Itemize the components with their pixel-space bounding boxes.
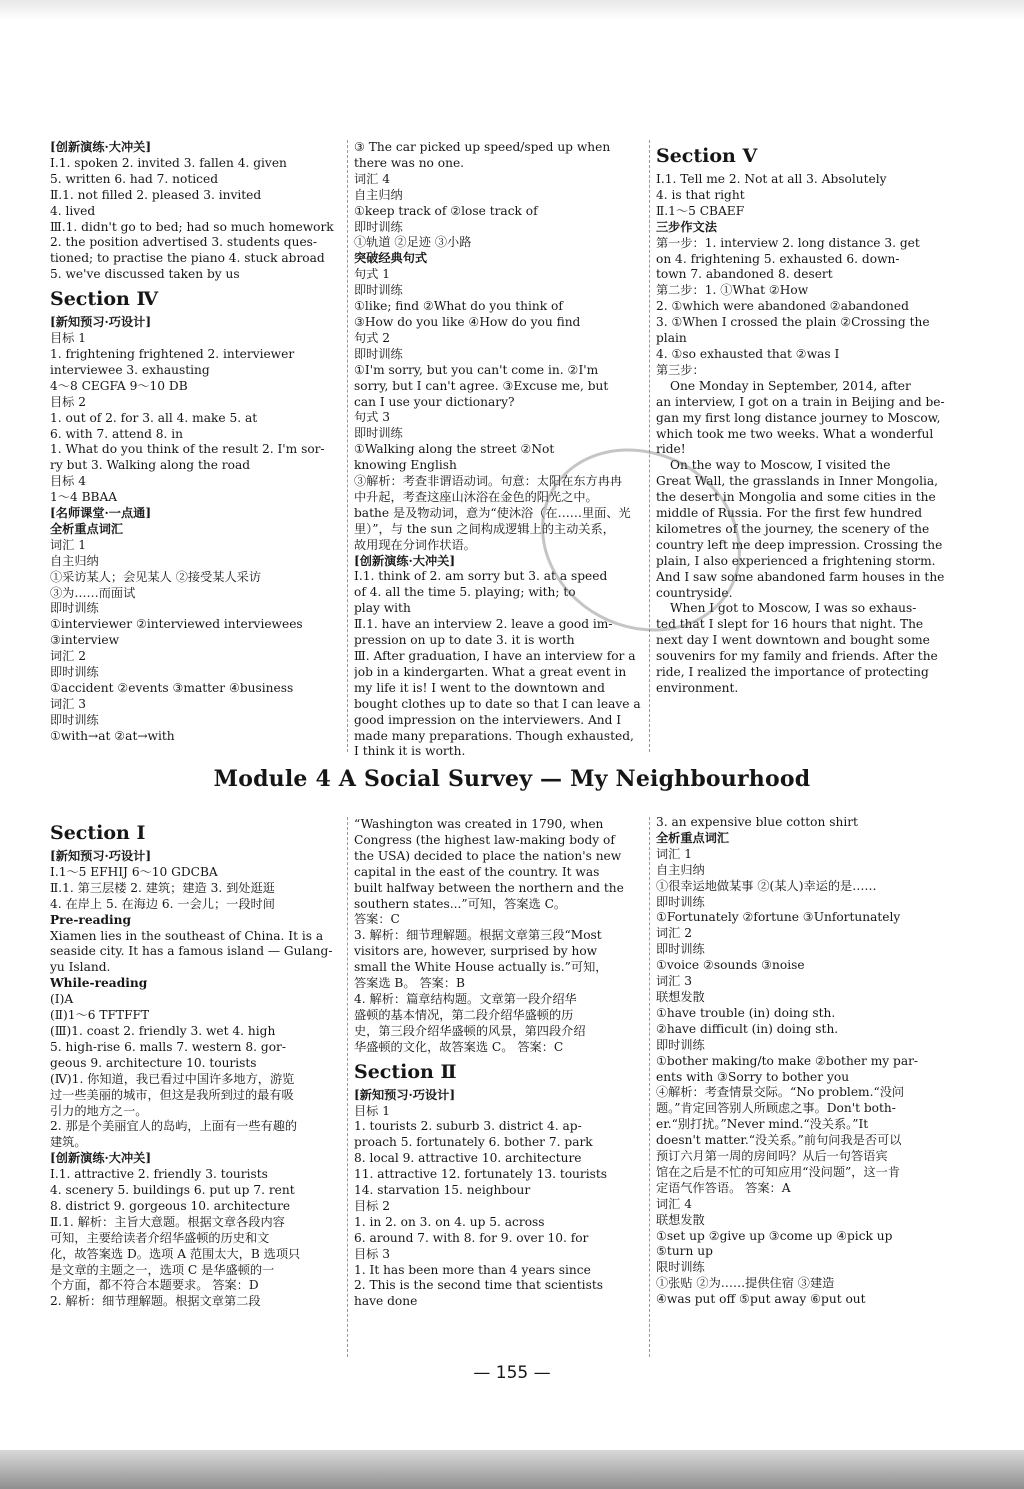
text-line: 4. scenery 5. buildings 6. put up 7. rent	[50, 1183, 295, 1198]
column-bottom-middle	[354, 817, 644, 1310]
text-line: 句式 2	[354, 330, 391, 345]
text-line: 答案选 B。 答案：B	[354, 976, 465, 991]
text-line: ①Walking along the street ②Not	[354, 442, 555, 457]
text-line: ①Fortunately ②fortune ③Unfortunately	[656, 910, 901, 925]
text-line: Ⅲ. After graduation, I have an interview for a	[354, 649, 636, 663]
subheading: 三步作文法	[656, 219, 717, 234]
text-line: 6. around 7. with 8. for 9. over 10. for	[354, 1230, 589, 1245]
text-line: 题。”肯定回答别人所顾虑之事。Don't both-	[656, 1101, 896, 1116]
text-line: Congress (the highest law-making body of	[354, 832, 615, 847]
text-line: (Ⅳ)1. 你知道，我已看过中国许多地方，游览	[50, 1071, 295, 1086]
text-line: 目标 4	[50, 474, 87, 489]
text-line: 词汇 1	[656, 846, 693, 861]
text-line: ride!	[656, 442, 686, 457]
text-line: ②have difficult (in) doing sth.	[656, 1021, 839, 1036]
text-line: have done	[354, 1294, 418, 1309]
text-line: can I use your dictionary?	[354, 394, 515, 409]
text-line: ①interviewer ②interviewed interviewees	[50, 617, 303, 632]
text-line: Ⅲ.1. didn't go to bed; had so much homework	[50, 219, 334, 234]
text-line: ted that I slept for 16 hours that night. The	[656, 617, 924, 632]
text-line: ①采访某人；会见某人 ②接受某人采访	[50, 569, 262, 584]
text-line: kilometres of the journey, the scenery of the	[656, 521, 930, 536]
text-line: ①set up ②give up ③come up ④pick up	[656, 1228, 893, 1243]
text-line: 词汇 4	[656, 1196, 693, 1211]
text-line: 4～8 CEGFA 9～10 DB	[50, 378, 188, 393]
text-line: ③ The car picked up speed/sped up when	[354, 140, 611, 154]
text-line: Ⅰ.1. Tell me 2. Not at all 3. Absolutely	[656, 172, 887, 186]
text-line: ①I'm sorry, but you can't come in. ②I'm	[354, 362, 599, 377]
text-line: ①轨道 ②足迹 ③小路	[354, 235, 472, 250]
text-line: interviewee 3. exhausting	[50, 362, 210, 377]
text-line: 3. an expensive blue cotton shirt	[656, 815, 858, 829]
subheading: [创新演练·大冲关]	[354, 553, 456, 568]
text-line: 是文章的主题之一，选项 C 是华盛顿的一	[50, 1262, 275, 1277]
text-line: built halfway between the northern and the	[354, 880, 624, 895]
text-line: 第三步：	[656, 362, 705, 377]
section-heading: Section Ⅰ	[50, 822, 146, 844]
section-heading: Section Ⅳ	[50, 288, 159, 311]
text-line: the USA) decided to place the nation's new	[354, 848, 622, 863]
text-line: 即时训练	[354, 346, 403, 361]
text-line: pression on up to date 3. it is worth	[354, 633, 575, 648]
text-line: One Monday in September, 2014, after	[670, 378, 911, 393]
text-line: 目标 2	[354, 1198, 391, 1213]
text-line: 答案：C	[354, 912, 400, 927]
text-line: Ⅰ.1. attractive 2. friendly 3. tourists	[50, 1167, 268, 1182]
text-line: 史，第三段介绍华盛顿的风景，第四段介绍	[354, 1023, 586, 1038]
text-line: 1. out of 2. for 3. all 4. make 5. at	[50, 410, 258, 425]
text-line: 4. ①so exhausted that ②was I	[656, 346, 840, 361]
subheading: [新知预习·巧设计]	[50, 315, 152, 330]
text-line: 目标 2	[50, 394, 87, 409]
scan-top-shadow	[0, 0, 1024, 20]
text-line: 6. with 7. attend 8. in	[50, 426, 184, 441]
text-line: 即时训练	[50, 601, 99, 616]
text-line: 目标 3	[354, 1246, 391, 1261]
text-line: next day I went downtown and bought some	[656, 633, 930, 648]
text-line: 目标 1	[50, 331, 87, 346]
text-line: 句式 1	[354, 267, 391, 282]
column-top-left	[50, 140, 342, 745]
text-line: 即时训练	[656, 942, 705, 957]
text-line: visitors are, however, surprised by how	[354, 944, 598, 959]
text-line: ents with ③Sorry to bother you	[656, 1069, 850, 1084]
text-line: town 7. abandoned 8. desert	[656, 267, 833, 282]
text-line: 即时训练	[354, 426, 403, 441]
text-line: small the White House actually is.”可知，	[354, 960, 608, 975]
text-line: ①bother making/to make ②bother my par-	[656, 1053, 919, 1068]
text-line: 建筑。	[50, 1135, 87, 1150]
text-line: 中升起，考查这座山沐浴在金色的阳光之中。	[354, 489, 598, 504]
text-line: 馆在之后是不忙的可知应用“没问题”，这一肯	[656, 1164, 901, 1179]
text-line: 联想发散	[656, 989, 705, 1004]
text-line: doesn't matter.“没关系。”前句问我是否可以	[656, 1133, 902, 1148]
text-line: made many preparations. Though exhausted,	[354, 728, 634, 743]
text-line: 2. This is the second time that scientists	[354, 1278, 603, 1293]
text-line: souvenirs for my family and friends. After the	[656, 649, 938, 664]
text-line: 预订六月第一周的房间吗？从后一句答语宾	[656, 1149, 888, 1164]
text-line: there was no one.	[354, 155, 465, 170]
text-line: 盛顿的基本情况，第二段介绍华盛顿的历	[354, 1007, 574, 1022]
section-heading: Section Ⅱ	[354, 1060, 457, 1083]
text-line: 1～4 BBAA	[50, 490, 118, 505]
text-line: ④解析：考查情景交际。“No problem.“没问	[656, 1085, 905, 1100]
text-line: Ⅰ.1. think of 2. am sorry but 3. at a speed	[354, 569, 608, 584]
text-line: plain, I also experienced a frightening storm.	[656, 553, 936, 568]
text-line: ③How do you like ④How do you find	[354, 314, 581, 329]
subheading: While-reading	[50, 976, 148, 991]
text-line: on 4. frightening 5. exhausted 6. down-	[656, 251, 900, 266]
text-line: plain	[656, 331, 687, 346]
text-line: countryside.	[656, 585, 733, 600]
text-line: er.“别打扰。”Never mind.“没关系。”It	[656, 1117, 869, 1132]
column-divider	[649, 140, 650, 752]
section-heading: Section Ⅴ	[656, 145, 758, 167]
text-line: 即时训练	[50, 665, 99, 680]
subheading: [创新演练·大冲关]	[50, 140, 152, 154]
subheading: 全析重点词汇	[50, 521, 124, 536]
text-line: ⑤turn up	[656, 1244, 713, 1259]
text-line: ①张贴 ②为……提供住宿 ③建造	[656, 1276, 835, 1291]
text-line: 自主归纳	[50, 553, 99, 568]
text-line: play with	[354, 601, 411, 616]
text-line: (Ⅲ)1. coast 2. friendly 3. wet 4. high	[50, 1023, 276, 1038]
text-line: 联想发散	[656, 1212, 705, 1227]
text-line: ①voice ②sounds ③noise	[656, 958, 805, 973]
text-line: 词汇 4	[354, 171, 391, 186]
text-line: Ⅱ.1. not filled 2. pleased 3. invited	[50, 187, 262, 202]
text-line: geous 9. architecture 10. tourists	[50, 1055, 257, 1070]
text-line: Ⅱ.1～5 CBAEF	[656, 203, 745, 218]
text-line: 自主归纳	[354, 187, 403, 202]
text-line: On the way to Moscow, I visited the	[670, 458, 891, 473]
text-line: 1. frightening frightened 2. interviewer	[50, 346, 295, 361]
text-line: 过一些美丽的城市，但这是我所到过的最有吸	[50, 1087, 294, 1102]
column-bottom-right	[656, 815, 950, 1308]
text-line: 目标 1	[354, 1103, 391, 1118]
text-line: 故用现在分词作状语。	[354, 537, 476, 552]
text-line: 1. It has been more than 4 years since	[354, 1262, 591, 1277]
text-line: 华盛顿的文化，故答案选 C。 答案：C	[354, 1039, 564, 1054]
text-line: ④was put off ⑤put away ⑥put out	[656, 1292, 866, 1307]
text-line: “Washington was created in 1790, when	[354, 817, 604, 831]
subheading: [新知预习·巧设计]	[354, 1087, 456, 1102]
text-line: 即时训练	[354, 283, 403, 298]
text-line: 2. the position advertised 3. students ques-	[50, 235, 318, 250]
text-line: ①accident ②events ③matter ④business	[50, 681, 294, 695]
text-line: 1. tourists 2. suburb 3. district 4. ap-	[354, 1119, 582, 1134]
text-line: 即时训练	[656, 1037, 705, 1052]
subheading: [新知预习·巧设计]	[50, 849, 152, 863]
text-line: an interview, I got on a train in Beijing and be-	[656, 394, 945, 409]
text-line: 8. district 9. gorgeous 10. architecture	[50, 1198, 291, 1213]
text-line: 化，故答案选 D。选项 A 范围太大，B 选项只	[50, 1246, 301, 1261]
text-line: 3. ①When I crossed the plain ②Crossing the	[656, 315, 930, 330]
text-line: of 4. all the time 5. playing; with; to	[354, 585, 576, 600]
text-line: 自主归纳	[656, 862, 705, 877]
text-line: Ⅱ.1. 解析：主旨大意题。根据文章各段内容	[50, 1214, 285, 1229]
text-line: knowing English	[354, 458, 457, 473]
text-line: 即时训练	[50, 712, 99, 727]
module-title: Module 4 A Social Survey — My Neighbourhood	[213, 766, 811, 792]
text-line: good impression on the interviewers. And I	[354, 712, 622, 727]
text-line: 第二步：1. ①What ②How	[656, 283, 809, 298]
text-line: 14. starvation 15. neighbour	[354, 1183, 531, 1198]
column-divider	[347, 140, 348, 752]
subheading: Pre-reading	[50, 912, 132, 927]
text-line: When I got to Moscow, I was so exhaus-	[670, 601, 917, 616]
text-line: tioned; to practise the piano 4. stuck abroad	[50, 251, 325, 266]
text-line: Ⅰ.1～5 EFHIJ 6～10 GDCBA	[50, 864, 218, 879]
text-line: country left me deep impression. Crossing the	[656, 537, 943, 552]
text-line: Ⅱ.1. have an interview 2. leave a good im-	[354, 617, 613, 632]
text-line: I think it is worth.	[354, 744, 466, 759]
text-line: 即时训练	[656, 894, 705, 909]
text-line: Ⅱ.1. 第三层楼 2. 建筑；建造 3. 到处逛逛	[50, 880, 275, 895]
text-line: 5. we've discussed taken by us	[50, 267, 240, 282]
text-line: job in a kindergarten. What a great event in	[354, 664, 627, 679]
scan-bottom-shadow	[0, 1450, 1024, 1489]
text-line: Xiamen lies in the southeast of China. It is a	[50, 928, 324, 943]
text-line: yu Island.	[50, 960, 111, 975]
text-line: Great Wall, the grasslands in Inner Mongolia,	[656, 474, 939, 489]
text-line: 4. is that right	[656, 187, 745, 202]
text-line: ride, I realized the importance of protecting	[656, 665, 929, 680]
text-line: 5. written 6. had 7. noticed	[50, 171, 219, 186]
text-line: 4. 解析：篇章结构题。文章第一段介绍华	[354, 991, 577, 1006]
text-line: 3. 解析：细节理解题。根据文章第三段“Most	[354, 928, 602, 943]
text-line: (Ⅰ)A	[50, 992, 74, 1007]
subheading: [名师课堂·一点通]	[50, 506, 152, 521]
text-line: 可知，主要给读者介绍华盛顿的历史和文	[50, 1230, 270, 1245]
text-line: ③为……而面试	[50, 585, 136, 600]
text-line: 句式 3	[354, 410, 391, 425]
text-line: middle of Russia. For the first few hundred	[656, 506, 923, 521]
text-line: 词汇 1	[50, 537, 87, 552]
text-line: ry but 3. Walking along the road	[50, 458, 251, 473]
text-line: bathe 是及物动词，意为“使沐浴（在……里面、光	[354, 505, 631, 520]
text-line: the desert in Mongolia and some cities in the	[656, 490, 936, 505]
text-line: ③interview	[50, 633, 120, 648]
text-line: bought clothes up to date so that I can leave a	[354, 696, 641, 711]
text-line: (Ⅱ)1～6 TFTFFT	[50, 1008, 150, 1023]
text-line: 即时训练	[354, 219, 403, 234]
text-line: 5. high-rise 6. malls 7. western 8. gor-	[50, 1039, 286, 1054]
text-line: ①like; find ②What do you think of	[354, 299, 563, 314]
subheading: [创新演练·大冲关]	[50, 1151, 152, 1166]
text-line: 11. attractive 12. fortunately 13. tourists	[354, 1167, 608, 1182]
text-line: 2. ①which were abandoned ②abandoned	[656, 299, 909, 314]
subheading: 全析重点词汇	[656, 830, 730, 845]
text-line: seaside city. It has a famous island — Gulang-	[50, 944, 333, 959]
text-line: 2. 那是个美丽宜人的岛屿，上面有一些有趣的	[50, 1119, 298, 1134]
column-top-middle	[354, 140, 644, 760]
text-line: 引力的地方之一。	[50, 1103, 148, 1118]
text-line: southern states...”可知，答案选 C。	[354, 896, 567, 911]
text-line: ①have trouble (in) doing sth.	[656, 1005, 836, 1020]
text-line: sorry, but I can't agree. ③Excuse me, but	[354, 378, 609, 393]
text-line: 词汇 3	[50, 696, 87, 711]
text-line: 2. 解析：细节理解题。根据文章第二段	[50, 1294, 261, 1309]
text-line: 8. local 9. attractive 10. architecture	[354, 1151, 582, 1166]
column-bottom-left	[50, 817, 342, 1310]
text-line: ①with→at ②at→with	[50, 728, 175, 743]
text-line: 词汇 2	[656, 926, 693, 941]
text-line: capital in the east of the country. It was	[354, 864, 600, 879]
text-line: which took me two weeks. What a wonderful	[656, 426, 934, 441]
text-line: 里）”，与 the sun 之间构成逻辑上的主动关系，	[354, 521, 615, 536]
text-line: 4. 在岸上 5. 在海边 6. 一会儿；一段时间	[50, 896, 275, 911]
text-line: 1. What do you think of the result 2. I'm sor-	[50, 442, 325, 457]
column-divider	[347, 817, 348, 1357]
subheading: 突破经典句式	[354, 251, 428, 266]
text-line: 词汇 2	[50, 649, 87, 664]
text-line: 第一步：1. interview 2. long distance 3. get	[656, 235, 920, 250]
text-line: 4. lived	[50, 203, 96, 218]
text-line: ①很幸运地做某事 ②(某人)幸运的是……	[656, 878, 877, 893]
text-line: And I saw some abandoned farm houses in the	[656, 569, 945, 584]
text-line: my life it is! I went to the downtown and	[354, 680, 605, 695]
text-line: 词汇 3	[656, 974, 693, 989]
text-line: 限时训练	[656, 1260, 705, 1275]
column-divider	[649, 817, 650, 1357]
text-line: 定语气作答语。 答案：A	[656, 1180, 791, 1195]
page-number: — 155 —	[473, 1363, 551, 1383]
text-line: ①keep track of ②lose track of	[354, 203, 538, 218]
text-line: gan my first long distance journey to Moscow,	[656, 410, 941, 425]
text-line: Ⅰ.1. spoken 2. invited 3. fallen 4. given	[50, 155, 287, 170]
text-line: proach 5. fortunately 6. bother 7. park	[354, 1135, 593, 1150]
text-line: ③解析：考查非谓语动词。句意：太阳在东方冉冉	[354, 474, 623, 489]
text-line: environment.	[656, 681, 739, 695]
text-line: 1. in 2. on 3. on 4. up 5. across	[354, 1214, 545, 1229]
text-line: 个方面，都不符合本题要求。 答案：D	[50, 1278, 259, 1293]
